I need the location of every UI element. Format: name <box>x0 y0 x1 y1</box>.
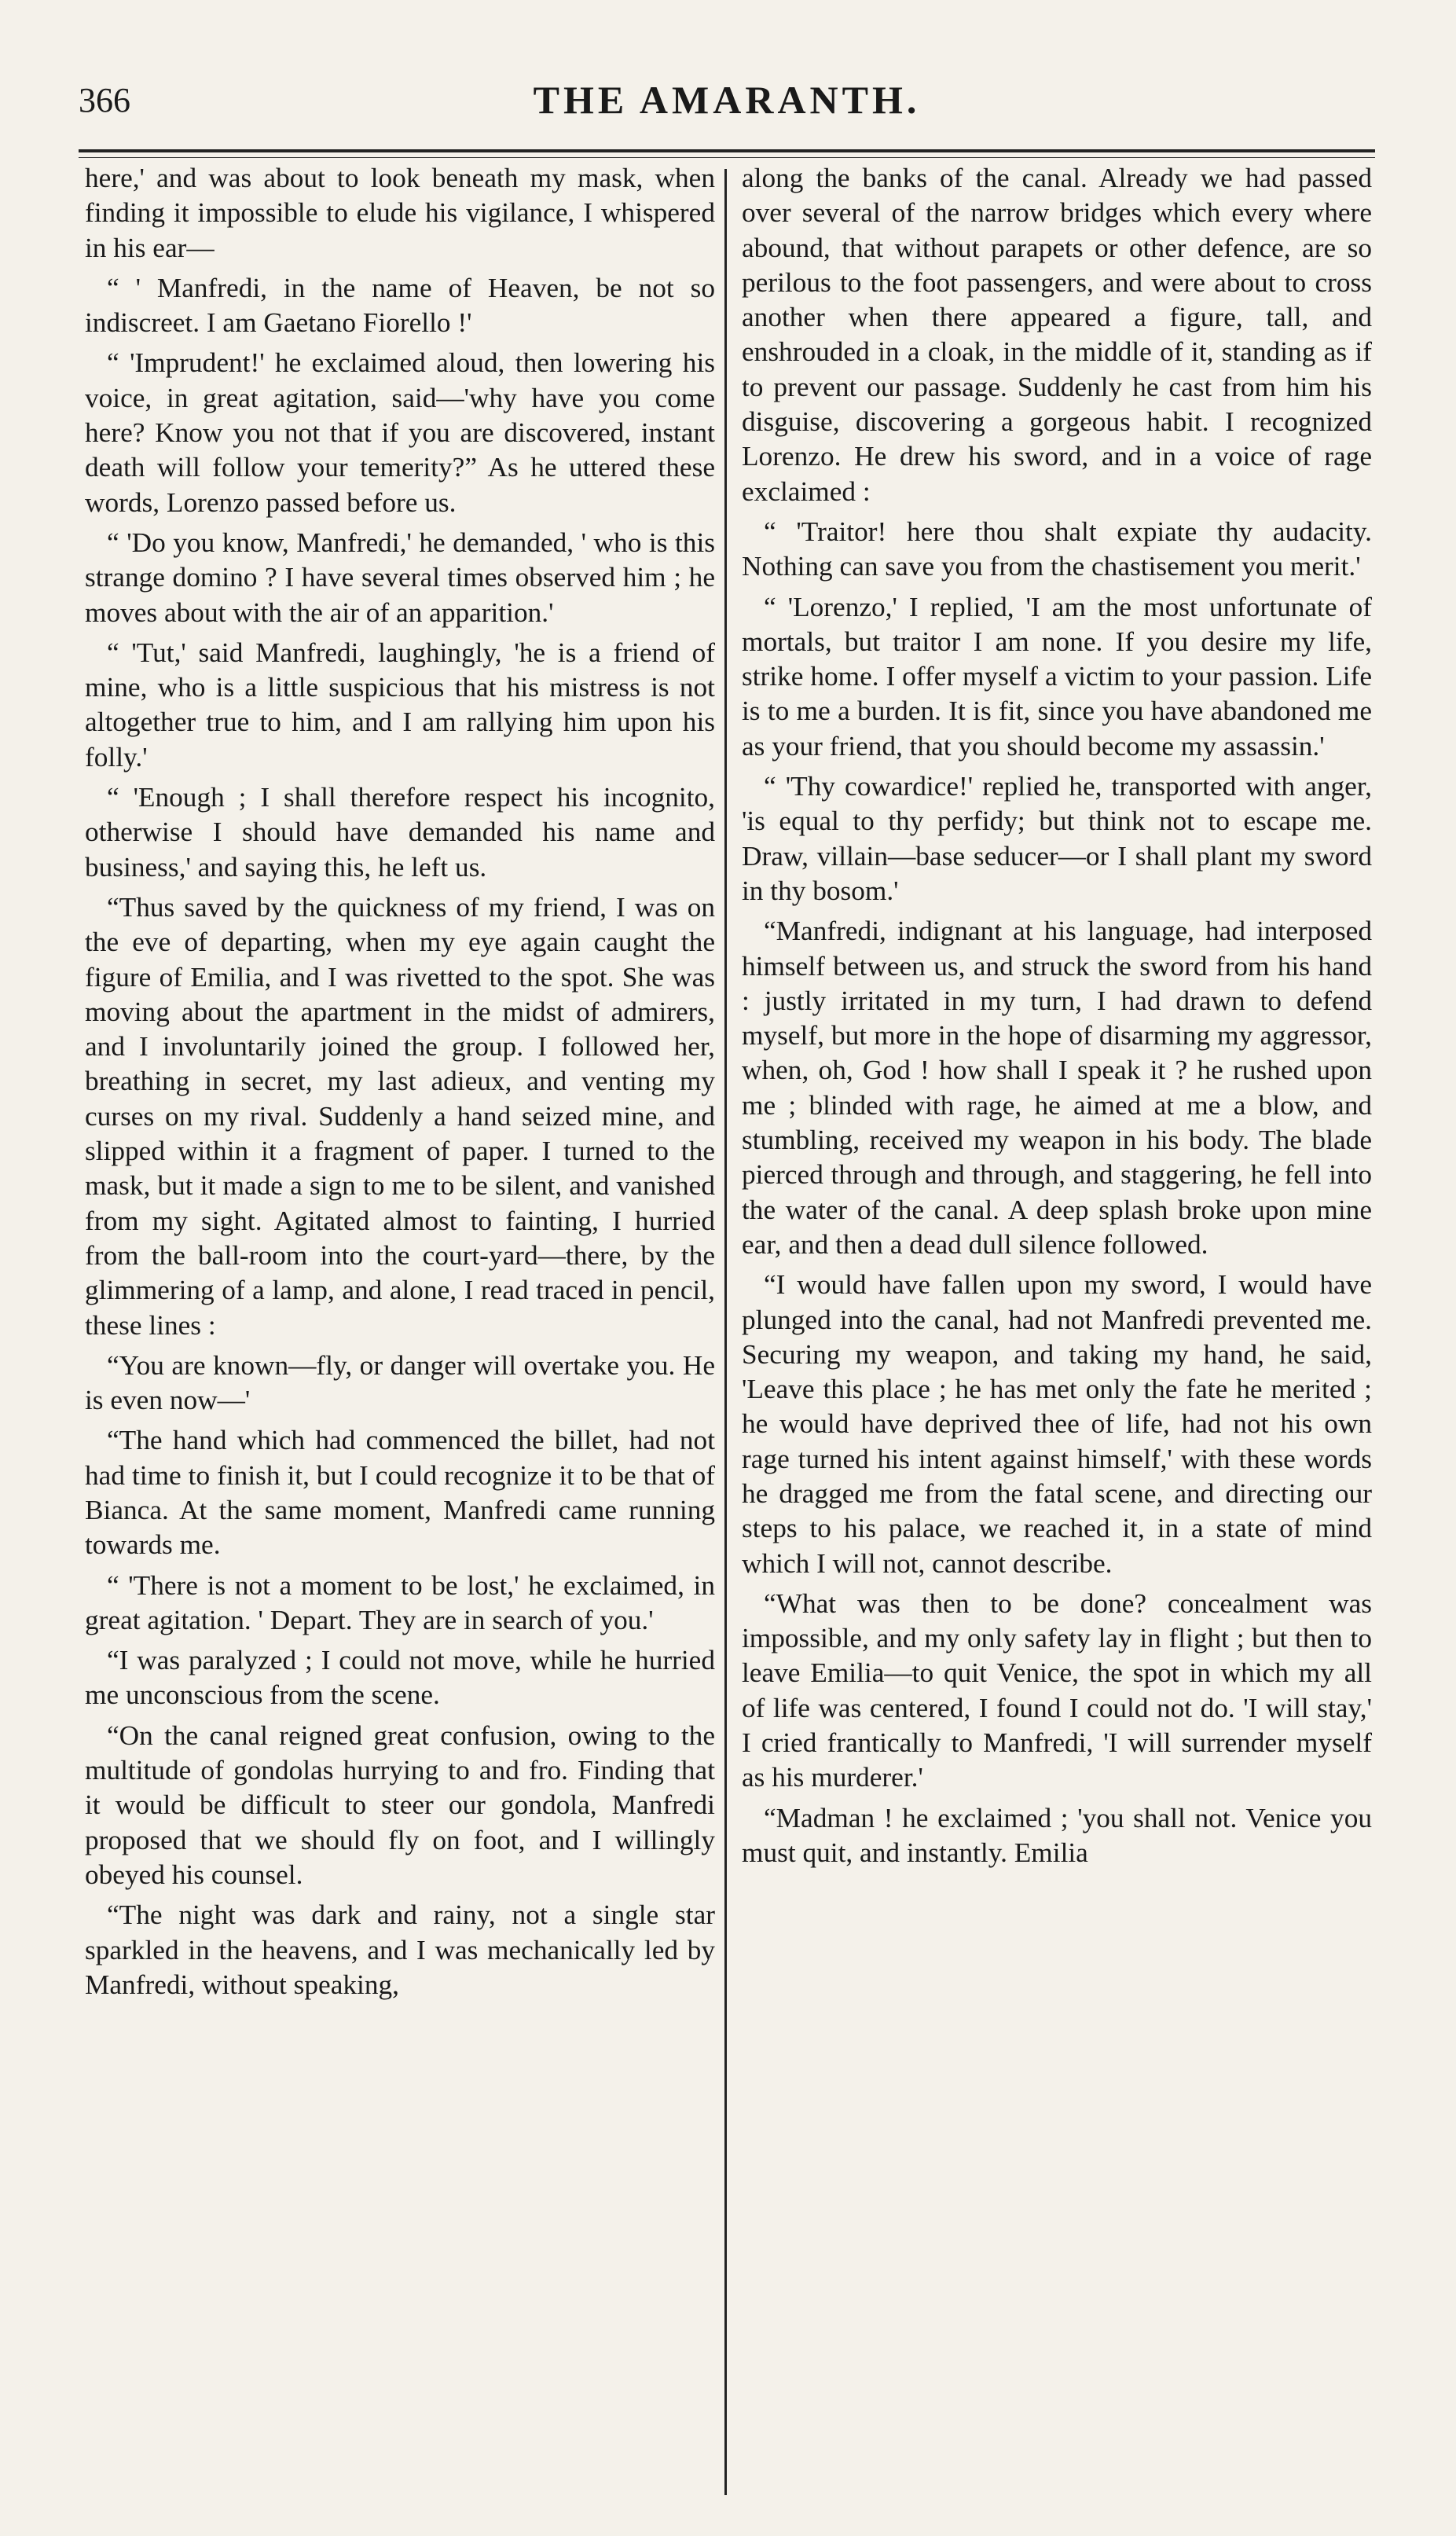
paragraph: “ 'There is not a moment to be lost,' he exclaimed, in great agitation. ' Depart. They are in search of you.' <box>85 1569 715 1635</box>
paragraph: “Madman ! he exclaimed ; 'you shall not. Venice you must quit, and instantly. Emilia <box>742 1802 1372 1868</box>
journal-title: THE AMARANTH. <box>533 78 921 122</box>
paragraph: “The hand which had commenced the billet, had not had time to finish it, but I could recognize it to be that of Bianca. At the same moment, Manfredi came running towards me. <box>85 1425 715 1561</box>
paragraph: “The night was dark and rainy, not a single star sparkled in the heavens, and I was mechanically led by Manfredi, without speaking, <box>85 1899 715 2000</box>
paragraph: here,' and was about to look beneath my mask, when finding it impossible to elude his vigilance, I whispered in his ear— <box>85 163 715 263</box>
paragraph: “ 'Do you know, Manfredi,' he demanded, ' who is this strange domino ? I have several times observed him ; he moves about with the air of an apparition.' <box>85 527 715 628</box>
right-column <box>742 161 1372 1876</box>
header-rule-thick <box>79 149 1375 152</box>
paragraph: along the banks of the canal. Already we had passed over several of the narrow bridges which every where abound, that without parapets or other defence, are so perilous to the foot passengers, and were about to cross another when there appeared a figure, tall, and enshrouded in a cloak, in the middle of it, standing as if to prevent our passage. Suddenly he cast from him his disguise, discovering a gorgeous habit. I recognized Lorenzo. He drew his sword, and in a voice of rage exclaimed : <box>742 163 1372 507</box>
paragraph: “ 'Lorenzo,' I replied, 'I am the most unfortunate of mortals, but traitor I am none. If you desire my life, strike home. I offer myself a victim to your passion. Life is to me a burden. It is fit, since you have abandoned me as your friend, that you should become my assassin.' <box>742 591 1372 762</box>
paragraph: “ 'Thy cowardice!' replied he, transported with anger, 'is equal to thy perfidy; but think not to escape me. Draw, villain—base seducer—or I shall plant my sword in thy bosom.' <box>742 771 1372 906</box>
paragraph: “ 'Imprudent!' he exclaimed aloud, then lowering his voice, in great agitation, said—'why have you come here? Know you not that if you are discovered, instant death will follow your temerity?” As he uttered these words, Lorenzo passed before us. <box>85 347 715 518</box>
paragraph: “Manfredi, indignant at his language, had interposed himself between us, and struck the sword from his hand : justly irritated in my turn, I had drawn to defend myself, but more in the hope of disarming my aggressor, when, oh, God ! how shall I speak it ? he rushed upon me ; blinded with rage, he aimed at me a blow, and stumbling, received my weapon in his body. The blade pierced through and through, and staggering, he fell into the water of the canal. A deep splash broke upon mine ear, and then a dead dull silence followed. <box>742 916 1372 1260</box>
paragraph: “I would have fallen upon my sword, I would have plunged into the canal, had not Manfredi prevented me. Securing my weapon, and taking my hand, he said, 'Leave this place ; he has met only the fate he merited ; he would have deprived thee of life, had not his own rage turned his intent against himself,' with these words he dragged me from the fatal scene, and directing our steps to his palace, we reached it, in a state of mind which I will not, cannot describe. <box>742 1269 1372 1579</box>
page-header <box>79 72 1375 143</box>
header-rule-thin <box>79 157 1375 158</box>
paragraph: “ 'Tut,' said Manfredi, laughingly, 'he is a friend of mine, who is a little suspicious that his mistress is not altogether true to him, and I am rallying him upon his folly.' <box>85 637 715 773</box>
paragraph: “On the canal reigned great confusion, owing to the multitude of gondolas hurrying to and fro. Finding that it would be difficult to steer our gondola, Manfredi proposed that we should fly on foot, and I willingly obeyed his counsel. <box>85 1719 715 1890</box>
paragraph: “ 'Enough ; I shall therefore respect his incognito, otherwise I should have demanded his name and business,' and saying this, he left us. <box>85 782 715 883</box>
paragraph: “I was paralyzed ; I could not move, while he hurried me unconscious from the scene. <box>85 1645 715 1711</box>
paragraph: “ ' Manfredi, in the name of Heaven, be not so indiscreet. I am Gaetano Fiorello !' <box>85 272 715 339</box>
page-number: 366 <box>79 81 130 119</box>
paragraph: “ 'Traitor! here thou shalt expiate thy audacity. Nothing can save you from the chastisement you merit.' <box>742 516 1372 582</box>
paragraph: “What was then to be done? concealment was impossible, and my only safety lay in flight ; but then to leave Emilia—to quit Venice, the spot in which my all of life was centered, I found I could not do. 'I will stay,' I cried frantically to Manfredi, 'I will surrender myself as his murderer.' <box>742 1587 1372 1793</box>
column-divider <box>724 169 727 2495</box>
paragraph: “You are known—fly, or danger will overtake you. He is even now—' <box>85 1349 715 1416</box>
paragraph: “Thus saved by the quickness of my friend, I was on the eve of departing, when my eye again caught the figure of Emilia, and I was rivetted to the spot. She was moving about the apartment in the midst of admirers, and I involuntarily joined the group. I followed her, breathing in secret, my last adieux, and venting my curses on my rival. Suddenly a hand seized mine, and slipped within it a fragment of paper. I turned to the mask, but it made a sign to me to be silent, and vanished from my sight. Agitated almost to fainting, I hurried from the ball-room into the court-yard—there, by the glimmering of a lamp, and alone, I read traced in pencil, these lines : <box>85 891 715 1341</box>
left-column <box>85 161 715 2008</box>
